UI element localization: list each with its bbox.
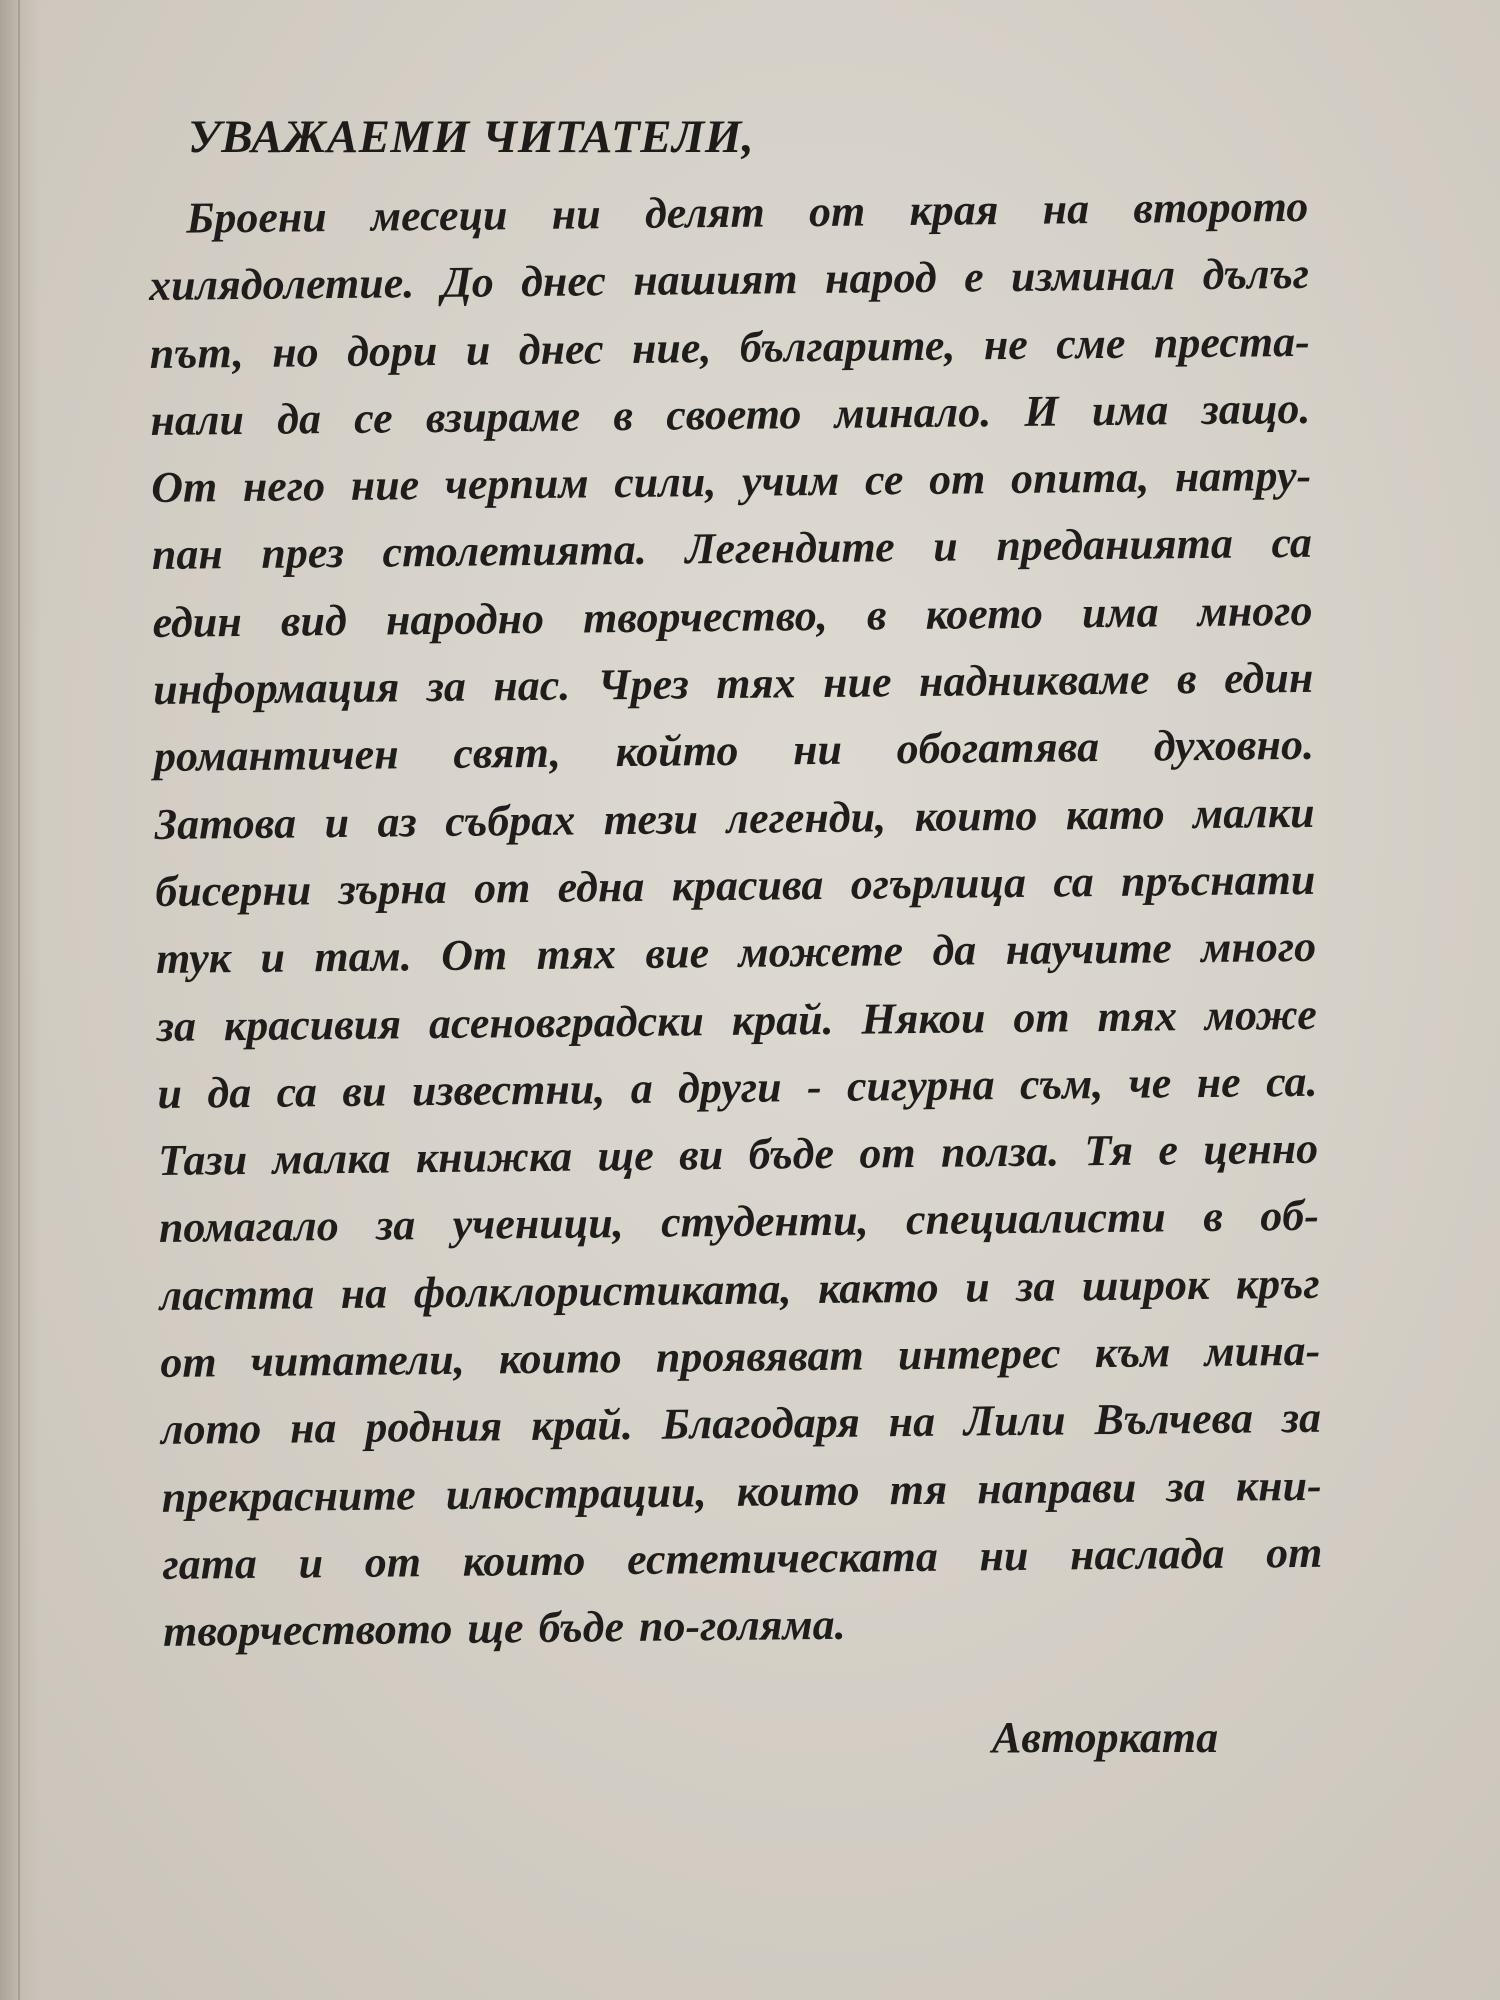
- text-line: нали да се взираме в своето минало. И има защо.: [150, 383, 1311, 445]
- text-line: Затова и аз събрах тези легенди, които като малки: [154, 787, 1315, 849]
- text-line: От него ние черпим сили, учим се от опита, натру-: [150, 451, 1312, 513]
- text-line: прекрасните илюстрации, които тя направи за кни-: [161, 1460, 1322, 1522]
- page-heading: УВАЖАЕМИ ЧИТАТЕЛИ,: [188, 111, 755, 163]
- text-line: тук и там. От тях вие можете да научите много: [155, 922, 1317, 984]
- text-line: един вид народно творчество, в което има много: [152, 585, 1313, 647]
- text-line: романтичен свят, който ни обогатява духовно.: [153, 720, 1315, 782]
- text-line: гата и от които естетическата ни наслада от: [162, 1527, 1323, 1589]
- text-line: творчеството ще бъде по-голяма.: [162, 1600, 846, 1657]
- text-line: пан през столетията. Легендите и преданията са: [151, 518, 1313, 580]
- body-text: [148, 173, 1323, 1666]
- text-line: и да са ви известни, а други - сигурна съм, че не са.: [157, 1056, 1318, 1118]
- text-line: информация за нас. Чрез тях ние надникваме в един: [153, 652, 1314, 715]
- text-line: Тази малка книжка ще ви бъде от полза. Тя е ценно: [157, 1123, 1319, 1186]
- text-line: ластта на фолклористиката, както и за широк кръг: [159, 1258, 1320, 1320]
- text-line: Броени месеци ни делят от края на второто: [186, 181, 1309, 243]
- text-line: път, но дори и днес ние, българите, не сме преста-: [149, 316, 1310, 378]
- text-line: бисерни зърна от една красива огърлица са пръснати: [155, 854, 1316, 916]
- author-signature: Авторката: [992, 1713, 1219, 1762]
- text-line: хилядолетие. До днес нашият народ е изминал дълъг: [148, 249, 1310, 311]
- text-line: помагало за ученици, студенти, специалисти в об-: [158, 1191, 1320, 1253]
- text-line: от читатели, които проявяват интерес към мина-: [160, 1325, 1321, 1387]
- text-line: лото на родния край. Благодаря на Лили Вълчева за: [160, 1393, 1322, 1455]
- text-line: за красивия асеновградски край. Някои от тях може: [156, 989, 1318, 1051]
